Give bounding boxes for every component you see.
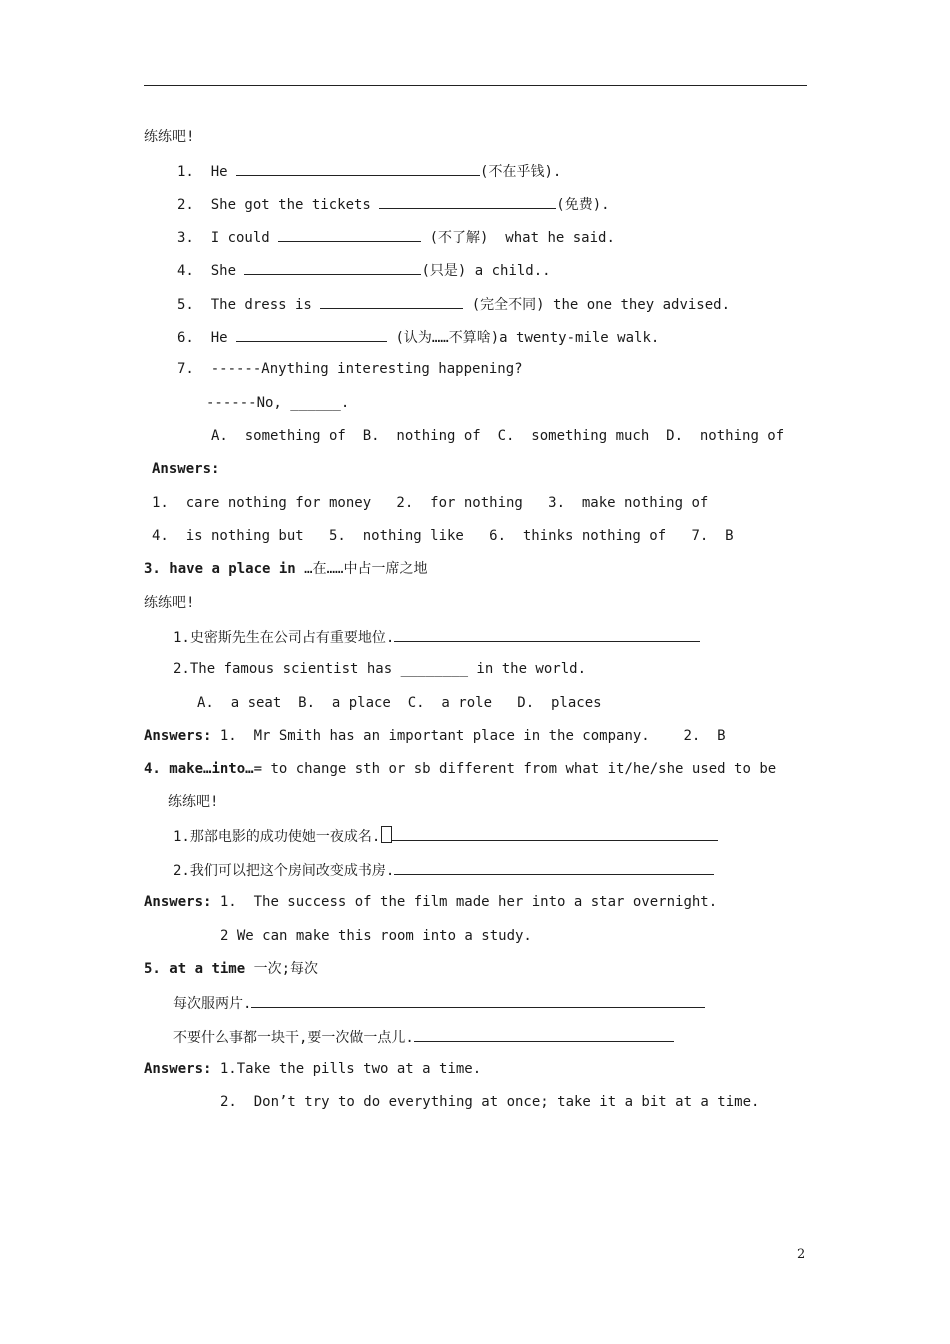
practice-heading: 练练吧! <box>168 794 219 810</box>
practice-heading: 练练吧! <box>144 129 195 145</box>
answers-line: 4. is nothing but 5. nothing like 6. thinks nothing of 7. B <box>152 528 734 544</box>
practice-heading: 练练吧! <box>144 595 195 611</box>
answer-blank[interactable] <box>244 260 421 275</box>
section-3-item-1: 1.史密斯先生在公司占有重要地位. <box>173 627 700 645</box>
page-number: 2 <box>797 1247 806 1262</box>
exercise-item-7: 7. ------Anything interesting happening? <box>177 361 523 377</box>
answer-blank[interactable] <box>414 1027 674 1042</box>
answer-blank[interactable] <box>379 194 556 209</box>
section-4-item-1: 1.那部电影的成功使她一夜成名. <box>173 826 718 844</box>
answer-blank[interactable] <box>394 627 700 642</box>
section-3-heading: 3. have a place in …在……中占一席之地 <box>144 561 428 577</box>
answers-line: 1. care nothing for money 2. for nothing 3. make nothing of <box>152 495 709 511</box>
section-5-answers-line: 2. Don’t try to do everything at once; take it a bit at a time. <box>220 1094 760 1110</box>
exercise-item-2: 2. She got the tickets (免费). <box>177 194 610 212</box>
exercise-item-1: 1. He (不在乎钱). <box>177 161 561 179</box>
exercise-item-6: 6. He (认为……不算啥)a twenty-mile walk. <box>177 327 659 345</box>
answer-blank[interactable] <box>278 227 421 242</box>
answer-blank[interactable] <box>394 860 714 875</box>
section-4-heading: 4. make…into…= to change sth or sb different from what it/he/she used to be <box>144 761 777 777</box>
answers-label: Answers: <box>152 461 220 477</box>
answer-blank[interactable] <box>320 294 463 309</box>
exercise-item-3: 3. I could (不了解) what he said. <box>177 227 615 245</box>
answer-blank[interactable] <box>251 993 705 1008</box>
exercise-item-7-reply: ------No, ______. <box>206 395 350 411</box>
answer-blank[interactable] <box>236 161 480 176</box>
section-5-answers: Answers: 1.Take the pills two at a time. <box>144 1061 482 1077</box>
answer-blank[interactable] <box>236 327 387 342</box>
exercise-item-4: 4. She (只是) a child.. <box>177 260 551 278</box>
placeholder-box-icon <box>381 826 392 843</box>
section-5-item-1: 每次服两片. <box>173 993 705 1011</box>
section-3-options: A. a seat B. a place C. a role D. places <box>197 695 602 711</box>
section-5-item-2: 不要什么事都一块干,要一次做一点儿. <box>173 1027 674 1045</box>
section-4-answers-line: 2 We can make this room into a study. <box>220 928 532 944</box>
section-5-heading: 5. at a time 一次;每次 <box>144 961 319 977</box>
header-rule <box>144 85 807 86</box>
section-4-answers: Answers: 1. The success of the film made her into a star overnight. <box>144 894 718 910</box>
answer-blank[interactable] <box>392 826 718 841</box>
exercise-item-7-options: A. something of B. nothing of C. something much D. nothing of <box>211 428 785 444</box>
section-3-item-2: 2.The famous scientist has ________ in the world. <box>173 661 587 677</box>
section-3-answers: Answers: 1. Mr Smith has an important place in the company. 2. B <box>144 728 726 744</box>
section-4-item-2: 2.我们可以把这个房间改变成书房. <box>173 860 714 878</box>
exercise-item-5: 5. The dress is (完全不同) the one they advised. <box>177 294 730 312</box>
